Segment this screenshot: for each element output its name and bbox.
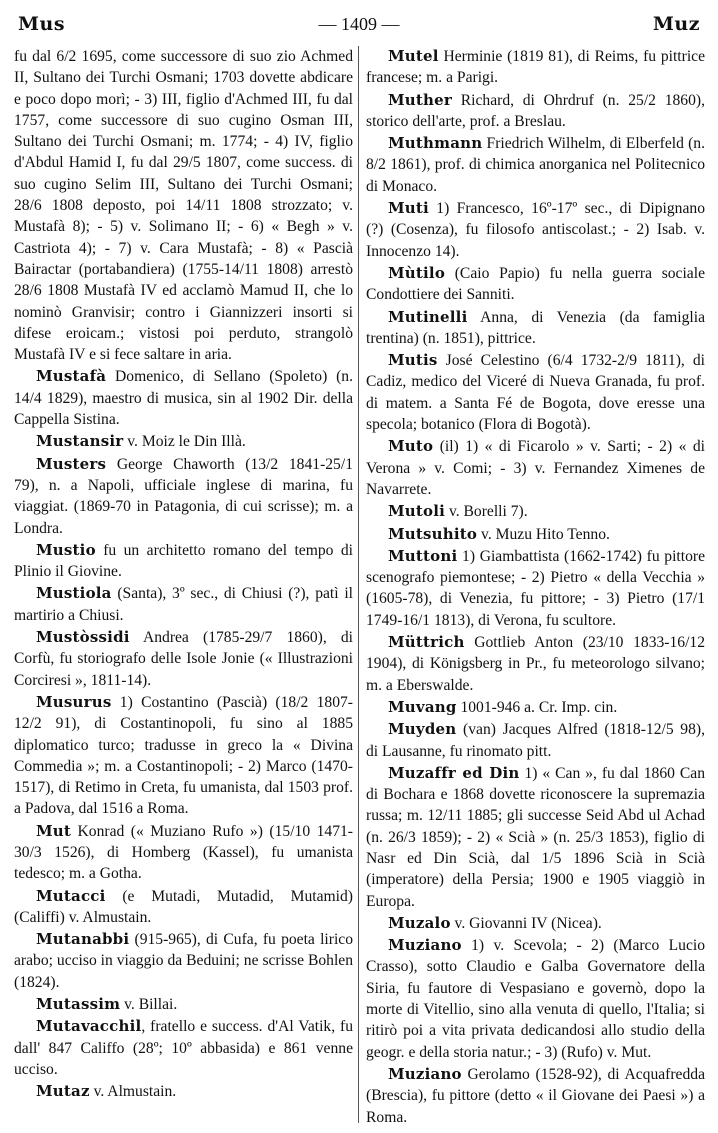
entry-text: fu dal 6/2 1695, come successore di suo zio Achmed II, Sultano dei Turchi Osmani; 1703 dovette abdicare e poco dopo morì; - 3) III, figlio d'Achmed III, fu dal 1757, come successore di suo cugino Osman III, Sultano dei Turchi Osmani; m. 1774; - 4) IV, figlio d'Abdul Hamid I, fu dal 29/5 1807, come success. di suo cugino Selim III, Sultano dei Turchi Osmani; 28/6 1808 deposto, poi 14/11 1808 strozzato; v. Mustafà 8); - 5) v. Solimano II; - 6) « Begh » v. Castriota 4); - 7) v. Cara Mustafà; - 8) « Pascià Bairactar (portabandiera) (1755-14/11 1808) arrestò 28/6 1808 Mustafà IV ed acclamò Mamud II, che lo nominò Granvisir; contro i Giannizzeri insorti si difese eroicam.; vistosi poi perduto, strangolò Mustafà IV e si fece saltare in aria. <box>14 48 353 364</box>
entry-headword: Muttoni <box>388 546 458 565</box>
dictionary-entry <box>14 1016 353 1080</box>
entry-text: José Celestino (6/4 1732-2/9 1811), di Cadiz, medico del Viceré di Nueva Granada, fu prof. di matem. a Santa Fé de Bogota, dove eresse una specola; botanico (Flora di Bogotà). <box>366 352 705 434</box>
entry-headword: Muto <box>388 437 434 456</box>
dictionary-entry <box>366 524 705 545</box>
dictionary-entry <box>14 454 353 539</box>
dictionary-entry <box>14 821 353 885</box>
entry-text: (915-965), di Cufa, fu poeta lirico arabo; ucciso in viaggio da Beduini; ne scrisse Bohlen (1824). <box>14 931 353 991</box>
dictionary-entry <box>366 133 705 197</box>
dictionary-entry <box>366 546 705 631</box>
entry-headword: Mutassim <box>36 995 121 1014</box>
entry-headword: Musters <box>36 454 107 473</box>
entry-headword: Mustòssidi <box>36 628 130 647</box>
entry-text: Anna, di Venezia (da famiglia trentina) (n. 1851), pittrice. <box>366 308 705 347</box>
header-right-guideword: Muz <box>652 13 700 35</box>
column-divider <box>358 46 359 1123</box>
dictionary-entry <box>366 719 705 762</box>
entry-text: (e Mutadi, Mutadid, Mutamid) (Califfi) v. Almustain. <box>14 887 353 926</box>
entry-text: Domenico, di Sellano (Spoleto) (n. 14/4 1829), maestro di musica, sin al 1902 Dir. della Cappella Sistina. <box>14 368 353 429</box>
entry-text: Richard, di Ohrdruf (n. 25/2 1860), storico dell'arte, prof. a Breslau. <box>366 91 705 130</box>
dictionary-entry <box>14 886 353 929</box>
dictionary-entry <box>14 1081 353 1102</box>
dictionary-entry <box>14 540 353 583</box>
entry-headword: Muzaffr ed Din <box>388 763 520 782</box>
entry-headword: Mutaz <box>36 1082 90 1101</box>
entry-text: Herminie (1819 81), di Reims, fu pittrice francese; m. a Parigi. <box>366 48 705 87</box>
entry-headword: Mutavacchil <box>36 1017 142 1036</box>
entry-text: v. Borelli 7). <box>445 503 528 521</box>
entry-text: v. Almustain. <box>89 1083 177 1101</box>
entry-text: Gerolamo (1528-92), di Acquafredda (Brescia), fu pittore (detto « il Giovane dei Paesi ») a Roma. <box>366 1065 705 1126</box>
entry-text: (Caio Papio) fu nella guerra sociale Condottiere dei Sanniti. <box>366 264 705 304</box>
dictionary-entry <box>14 994 353 1015</box>
dictionary-entry <box>366 1064 705 1127</box>
dictionary-entry <box>14 583 353 626</box>
dictionary-entry <box>366 632 705 696</box>
dictionary-entry <box>14 627 353 691</box>
entry-text: v. Muzu Hito Tenno. <box>477 525 610 543</box>
entry-headword: Muvang <box>388 697 457 716</box>
entry-headword: Musurus <box>36 692 112 711</box>
dictionary-entry <box>366 350 705 435</box>
dictionary-entry <box>366 198 705 262</box>
dictionary-entry <box>14 366 353 430</box>
entry-text: 1) v. Scevola; - 2) (Marco Lucio Crasso), sotto Claudio e Galba Governatore della Siria, fu fautore di Vespasiano e governò, dopo la morte di Vitellio, sino alla venuta di quello, l'Italia; si ritirò poi a vita privata dedicandosi allo studio della geogr. e della storia natur.; - 3) (Rufo) v. Mut. <box>366 937 705 1061</box>
entry-headword: Muther <box>388 90 452 109</box>
entry-text: , fratello e success. d'Al Vatik, fu dall' 847 Califfo (28º; 10º abbasida) e 861 venne ucciso. <box>14 1018 353 1078</box>
entry-headword: Mustiola <box>36 584 112 603</box>
entry-headword: Mutis <box>388 351 438 370</box>
dictionary-entry <box>366 763 705 912</box>
entry-headword: Mutacci <box>36 886 106 905</box>
entry-text: Konrad (« Muziano Rufo ») (15/10 1471-30/3 1526), di Homberg (Kassel), fu umanista tedesco; m. a Gotha. <box>14 822 353 883</box>
page-header <box>18 8 700 40</box>
entry-headword: Mutoli <box>388 502 446 521</box>
entry-headword: Muziano <box>388 936 462 955</box>
entry-text: 1) Giambattista (1662-1742) fu pittore scenografo piemontese; - 2) Pietro « della Vecchia » (1605-78), di Venezia, fu pittore; - 3) Pietro (17/1 1749-16/1 1813), di Verona, fu scultore. <box>366 547 705 629</box>
entry-text: fu un architetto romano del tempo di Plinio il Giovine. <box>14 541 353 581</box>
entry-headword: Mutsuhito <box>388 524 478 543</box>
dictionary-entry <box>366 307 705 350</box>
entry-text: Andrea (1785-29/7 1860), di Corfù, fu storiografo delle Isole Jonie (« Illustrazioni Corciresi », 1811-14). <box>14 629 353 689</box>
dictionary-entry <box>366 90 705 133</box>
entry-headword: Mutinelli <box>388 307 468 326</box>
entry-headword: Mut <box>36 821 72 840</box>
entry-text: v. Giovanni IV (Nicea). <box>450 914 602 932</box>
entry-text: v. Billai. <box>120 996 178 1014</box>
dictionary-entry <box>14 431 353 452</box>
dictionary-entry <box>14 46 353 365</box>
entry-text: Gottlieb Anton (23/10 1833-16/12 1904), di Königsberg in Pr., fu meteorologo silvano; m. a Eberswalde. <box>366 634 705 694</box>
right-column <box>366 46 705 1127</box>
entry-headword: Mutanabbi <box>36 930 130 949</box>
entry-text: Friedrich Wilhelm, di Elberfeld (n. 8/2 1861), prof. di chimica anorganica nel Politecnico di Monaco. <box>366 135 705 195</box>
dictionary-entry <box>366 697 705 718</box>
entry-headword: Mùtilo <box>388 263 446 282</box>
entry-text: 1) Costantino (Pascià) (18/2 1807-12/2 91), di Costantinopoli, fu sino al 1885 diplomatico turco; tradusse in greco la « Divina Commedia »; m. a Costantinopoli; - 2) Marco (1470-1517), di Retimo in Creta, fu umanista, dal 1503 prof. a Padova, dal 1516 a Roma. <box>14 693 353 818</box>
entry-headword: Muyden <box>388 720 457 739</box>
dictionary-entry <box>366 263 705 306</box>
dictionary-entry <box>14 692 353 820</box>
entry-text: 1) Francesco, 16º-17º sec., di Dipignano (?) (Cosenza), fu filosofo antiscolast.; - 2) Isab. v. Innocenzo 14). <box>366 200 705 260</box>
page-number: — 1409 — <box>318 13 400 34</box>
dictionary-entry <box>14 929 353 993</box>
entry-text: 1) « Can », fu dal 1860 Can di Bochara e 1868 dovette riconoscere la supremazia russa; m. 12/11 1885; gli successe Seid Abd ul Achad (n. 26/3 1859); - 2) « Scià » (n. 25/3 1853), figlio di Nasr ed Din Scià, dal 1/5 1896 Scià in Scià (imperatore) della Persia; 1900 e 1905 viaggiò in Europa. <box>366 764 705 910</box>
entry-text: (van) Jacques Alfred (1818-12/5 98), di Lausanne, fu rinomato pitt. <box>366 721 705 760</box>
entry-text: (il) 1) « di Ficarolo » v. Sarti; - 2) « di Verona » v. Comi; - 3) v. Fernandez Ximenes de Navarrete. <box>366 438 705 498</box>
dictionary-entry <box>366 436 705 500</box>
entry-headword: Muthmann <box>388 134 483 153</box>
entry-text: (Santa), 3º sec., di Chiusi (?), patì il martirio a Chiusi. <box>14 585 353 624</box>
entry-text: 1001-946 a. Cr. Imp. cin. <box>456 698 618 716</box>
entry-headword: Muzalo <box>388 913 451 932</box>
dictionary-entry <box>366 501 705 522</box>
dictionary-entry <box>366 935 705 1063</box>
dictionary-entry <box>366 913 705 934</box>
entry-headword: Müttrich <box>388 633 465 652</box>
entry-headword: Mustafà <box>36 367 107 386</box>
entry-text: v. Moiz le Din Illà. <box>123 433 246 451</box>
entry-headword: Muziano <box>388 1064 462 1083</box>
entry-headword: Mustio <box>36 540 96 559</box>
entry-text: George Chaworth (13/2 1841-25/1 79), n. a Napoli, ufficiale inglese di marina, fu viaggiat. (1869-70 in Patagonia, di cui scrisse); m. a Londra. <box>14 455 353 537</box>
entry-headword: Mustansir <box>36 432 124 451</box>
left-column <box>14 46 353 1127</box>
entry-headword: Mutel <box>388 47 439 65</box>
header-left-guideword: Mus <box>18 13 66 35</box>
dictionary-entry <box>366 46 705 89</box>
entry-headword: Muti <box>388 199 429 218</box>
